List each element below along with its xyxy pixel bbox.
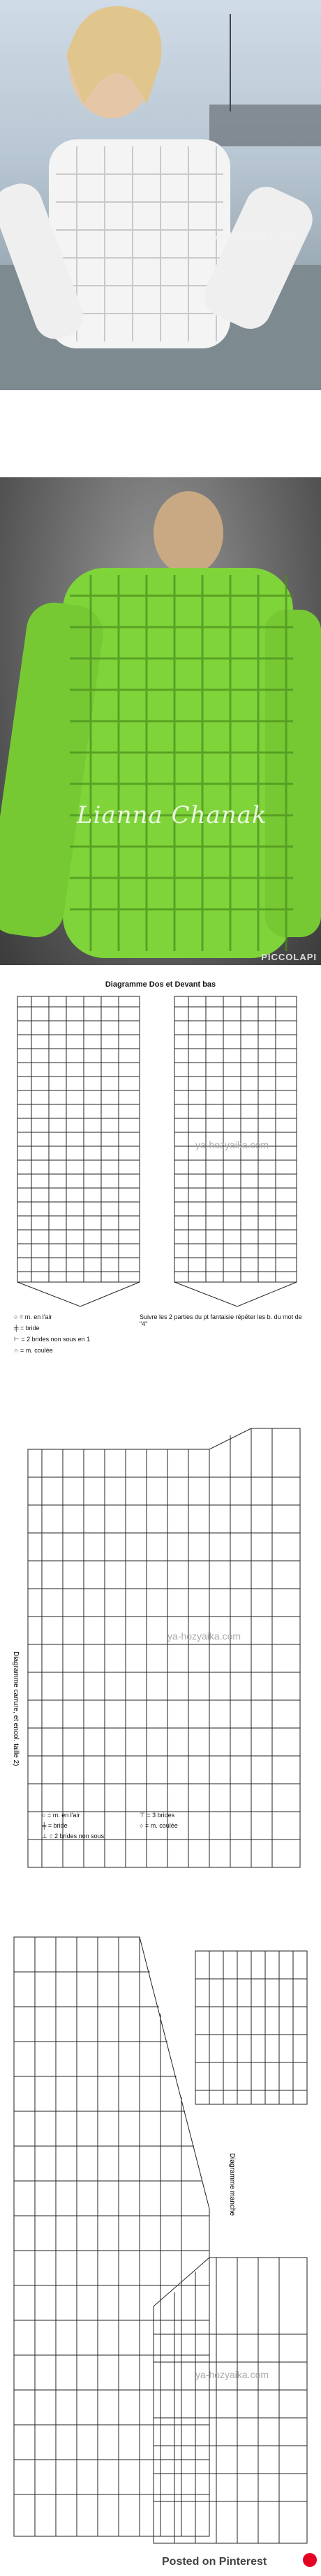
- diagram1-title: Diagramme Dos et Devant bas: [105, 980, 216, 989]
- photo-watermark: ya-hozyaika.com: [212, 230, 301, 243]
- legend-item: ⊢ = 2 brides non sous en 1: [14, 1336, 91, 1343]
- diagram3-grid: [0, 1930, 321, 2571]
- pinterest-icon[interactable]: [303, 2553, 317, 2567]
- legend-item: ○ = m. coulée: [140, 1822, 178, 1829]
- legend-item: ⊥ = 2 brides non sous: [42, 1833, 105, 1840]
- legend-item: ⊤ = 3 brides: [140, 1812, 175, 1819]
- legend-item: ○ = m. en l'air: [14, 1313, 52, 1320]
- signature-watermark: Lianna Chanak: [77, 801, 267, 829]
- piccolapi-logo: PICCOLAPI: [261, 952, 317, 962]
- legend-item: ○ = m. en l'air: [42, 1812, 80, 1819]
- photo-green-sweater: [0, 477, 321, 965]
- photo-white-sweater: [0, 0, 321, 390]
- legend-item: ∩ = m. coulée: [14, 1347, 53, 1354]
- diagram1-note: Suivre les 2 parties du pt fantaisie répéter les b. du mot de "4": [140, 1313, 302, 1327]
- pinterest-brand: Posted on Pinterest: [162, 2556, 267, 2568]
- diagram3-title: Diagramme manche: [228, 2153, 236, 2216]
- legend-item: ╪ = bride: [14, 1325, 40, 1332]
- diagram-yoke: [0, 1421, 321, 1881]
- diagram-sleeve: [0, 1930, 321, 2571]
- diagram3-watermark: ya-hozyaika.com: [195, 2369, 269, 2380]
- diagram2-watermark: ya-hozyaika.com: [167, 1630, 241, 1642]
- photo-green-sweater-illustration: [0, 477, 321, 965]
- diagram-back-front: [0, 979, 321, 1383]
- legend-item: ╪ = bride: [42, 1822, 68, 1829]
- diagram1-watermark: ya-hozyaika.com: [195, 1139, 269, 1150]
- photo-white-sweater-illustration: [0, 0, 321, 390]
- diagram2-title: Diagramme carrure, et encol. taille 2): [12, 1651, 20, 1766]
